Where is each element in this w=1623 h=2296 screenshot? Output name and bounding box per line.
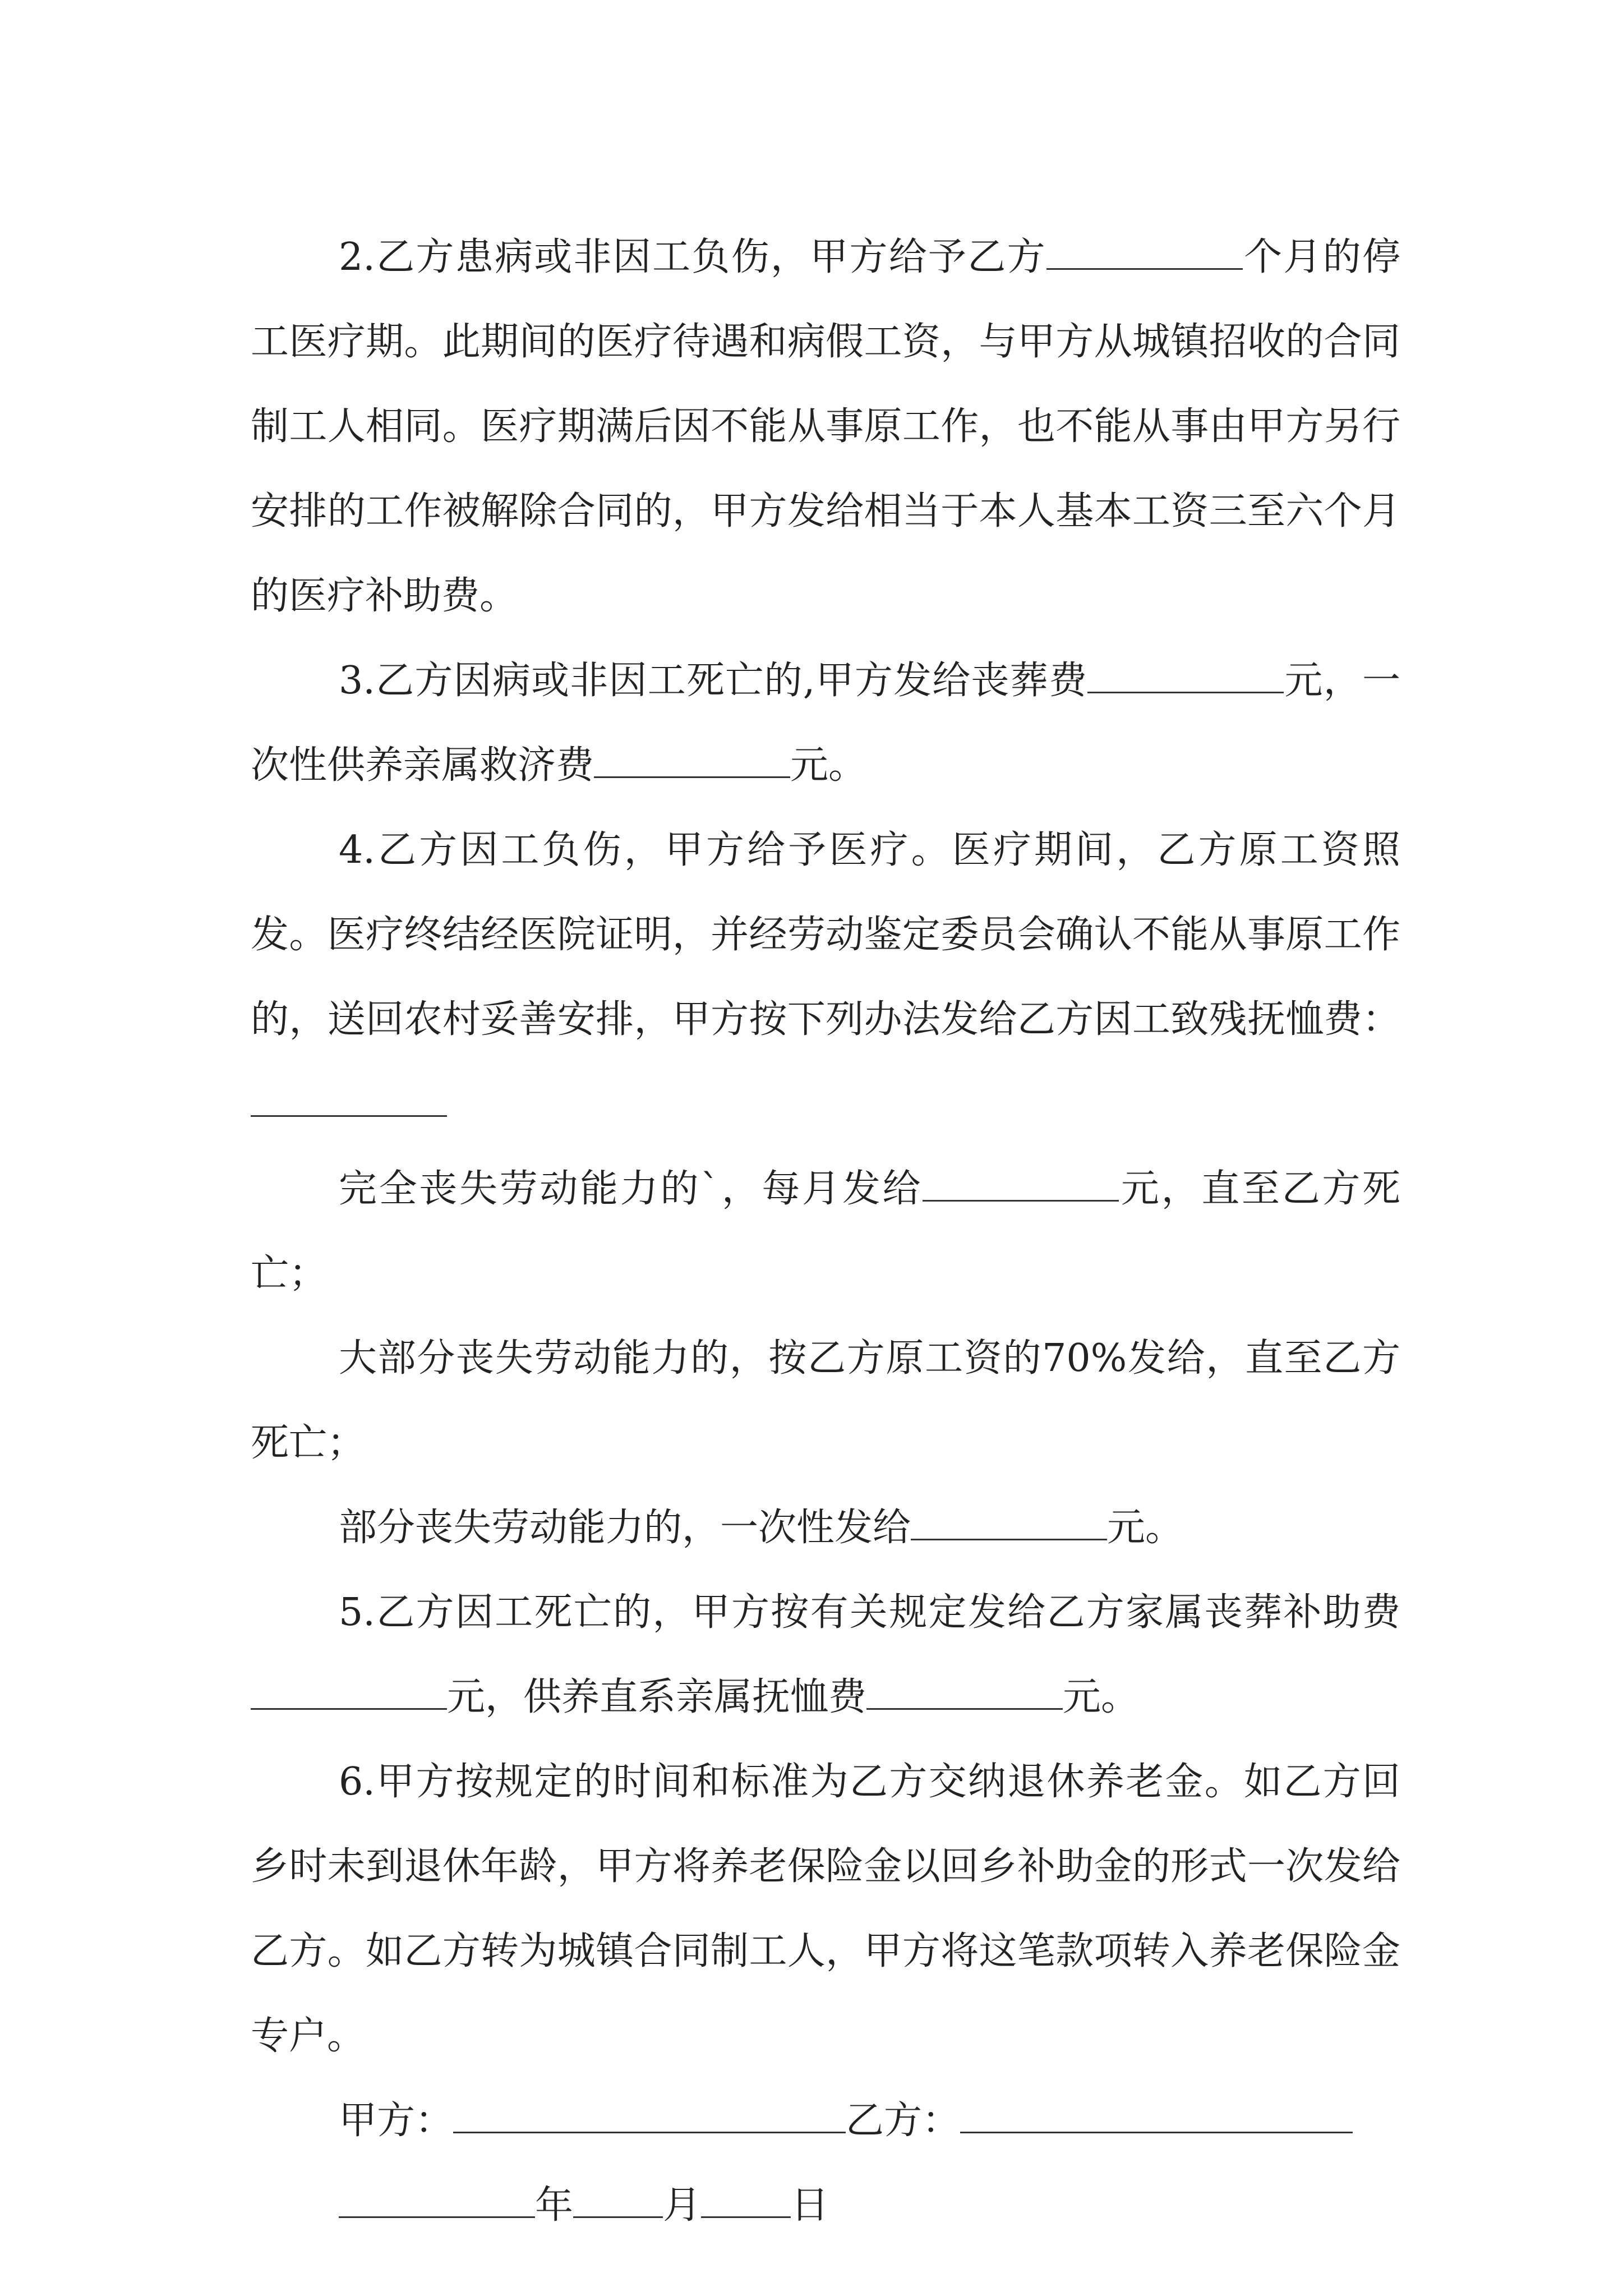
party-b-signature-line xyxy=(960,2095,1353,2133)
blank-monthly-payment xyxy=(923,1163,1119,1202)
blank-relief-fee xyxy=(594,740,790,778)
clause-4b-text-a: 大部分丧失劳动能力的，按乙方原工资的70%发给，直至乙方死亡； xyxy=(251,1336,1400,1465)
clause-4a-text-b: 元，直至乙方死亡； xyxy=(251,1167,1400,1296)
date-row xyxy=(251,2163,1400,2248)
clause-3-text-a: 3.乙方因病或非因工死亡的,甲方发给丧葬费 xyxy=(339,659,1088,703)
blank-disability-pension xyxy=(251,1079,447,1117)
clause-5-text-b: 元，供养直系亲属抚恤费 xyxy=(447,1675,867,1719)
clause-4-text-a: 4.乙方因工负伤，甲方给予医疗。医疗期间，乙方原工资照发。医疗终结经医院证明，并经劳动鉴定委员会确认不能从事原工作的，送回农村妥善安排，甲方按下列办法发给乙方因工致残抚恤费： xyxy=(251,828,1400,1042)
blank-funeral-fee xyxy=(1087,655,1284,693)
day-label: 日 xyxy=(791,2183,829,2228)
year-label: 年 xyxy=(535,2183,574,2228)
blank-lump-sum xyxy=(911,1502,1107,1540)
clause-3-text-b: 元，一次性供养亲属救济费 xyxy=(251,659,1400,788)
blank-sick-leave-months xyxy=(1046,232,1243,270)
clause-4c-text-b: 元。 xyxy=(1107,1506,1184,1550)
clause-2-text-b: 个月的停工医疗期。此期间的医疗待遇和病假工资，与甲方从城镇招收的合同制工人相同。医疗期满后因不能从事原工作，也不能从事由甲方另行安排的工作被解除合同的，甲方发给相当于本人基本工资三至六个月的医疗补助费。 xyxy=(251,235,1400,618)
clause-4-full-disability xyxy=(251,1147,1400,1316)
clause-4c-text-a: 部分丧失劳动能力的，一次性发给 xyxy=(339,1506,911,1550)
year-line xyxy=(339,2180,535,2218)
clause-4-major-disability xyxy=(251,1316,1400,1485)
clause-5-text-a: 5.乙方因工死亡的，甲方按有关规定发给乙方家属丧葬补助费 xyxy=(339,1590,1400,1635)
clause-5 xyxy=(251,1570,1400,1740)
clause-4-partial-disability xyxy=(251,1485,1400,1570)
blank-funeral-subsidy xyxy=(251,1672,447,1710)
clause-4 xyxy=(251,808,1400,1147)
clause-2-text-a: 2.乙方患病或非因工负伤，甲方给予乙方 xyxy=(339,235,1046,279)
clause-3 xyxy=(251,638,1400,808)
clause-6-text-a: 6.甲方按规定的时间和标准为乙方交纳退休养老金。如乙方回乡时未到退休年龄，甲方将养老保险金以回乡补助金的形式一次发给乙方。如乙方转为城镇合同制工人，甲方将这笔款项转入养老保险金专户。 xyxy=(251,1760,1400,2058)
document-page xyxy=(251,215,1400,2248)
party-a-label: 甲方： xyxy=(339,2099,454,2143)
signature-row xyxy=(251,2078,1400,2163)
clause-4a-text-a: 完全丧失劳动能力的`，每月发给 xyxy=(339,1167,923,1211)
month-line xyxy=(573,2180,663,2218)
clause-6 xyxy=(251,1740,1400,2078)
party-a-signature-line xyxy=(453,2095,846,2133)
blank-dependent-pension xyxy=(866,1672,1063,1710)
day-line xyxy=(701,2180,791,2218)
month-label: 月 xyxy=(663,2183,702,2228)
clause-5-text-c: 元。 xyxy=(1063,1675,1140,1719)
clause-2 xyxy=(251,215,1400,638)
clause-3-text-c: 元。 xyxy=(790,743,867,788)
party-b-label: 乙方： xyxy=(846,2099,961,2143)
